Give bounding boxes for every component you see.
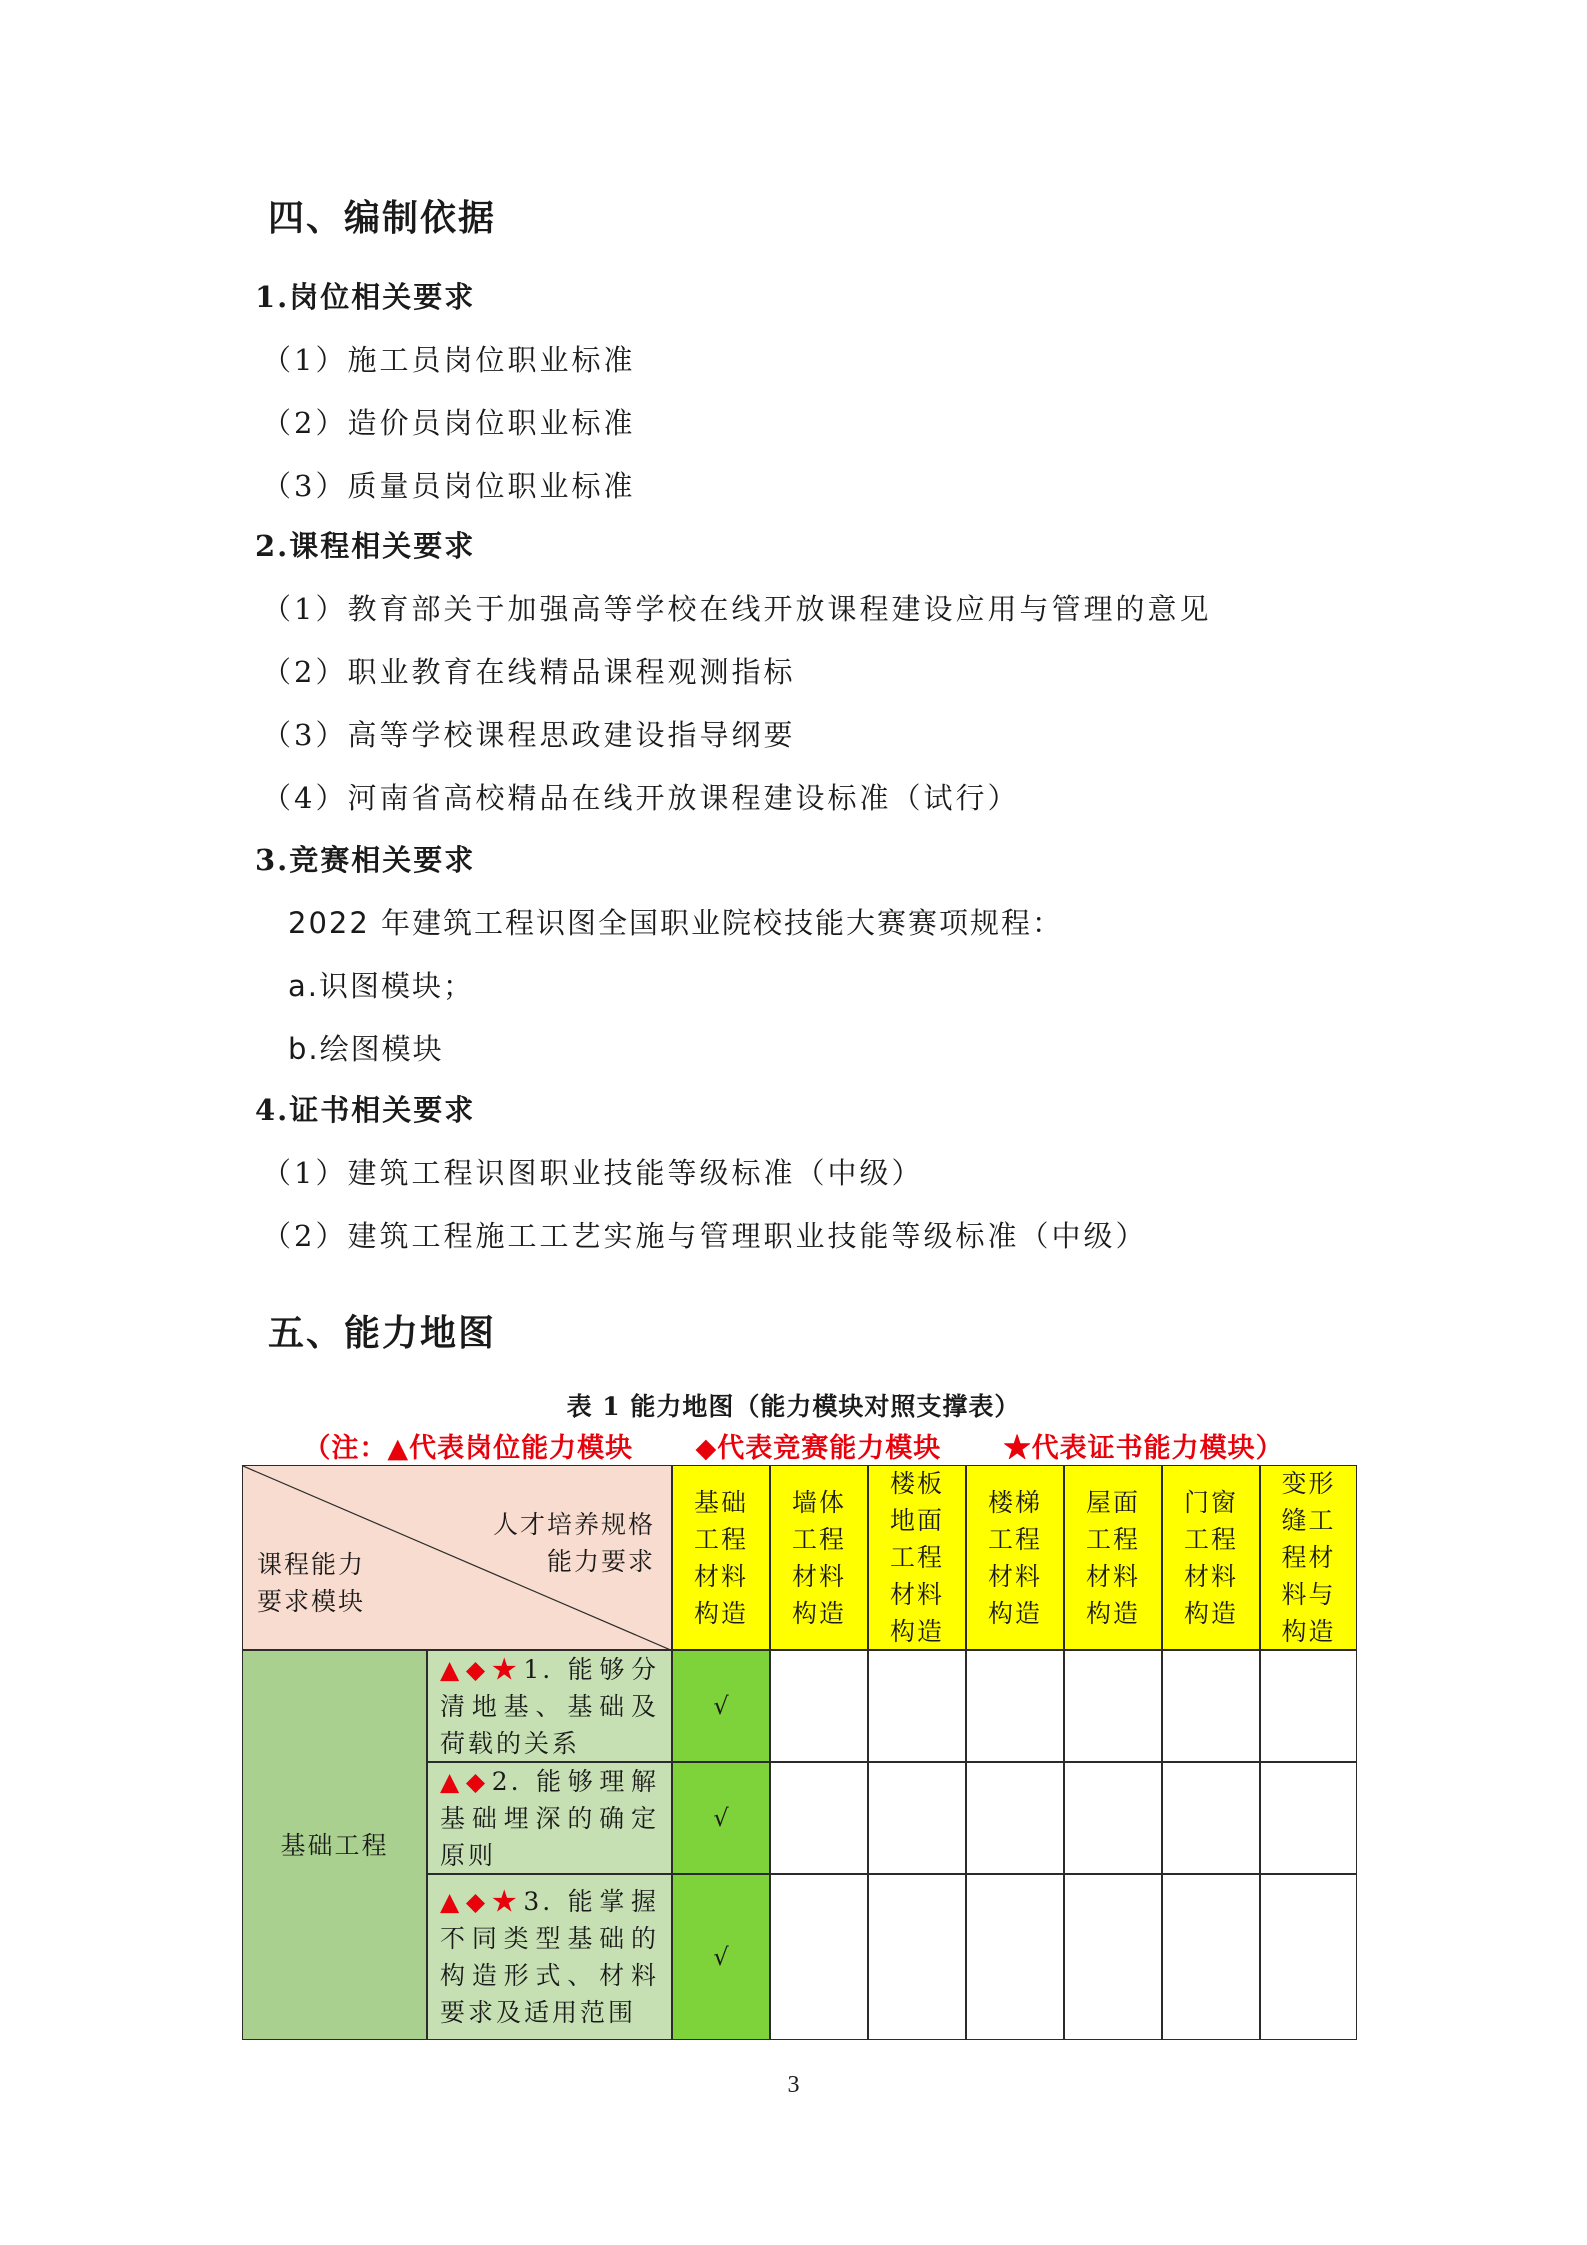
list-item: b.绘图模块 [288, 1032, 444, 1066]
column-header: 门窗 工程 材料 构造 [1162, 1465, 1260, 1650]
corner-bottom-label [257, 1546, 365, 1620]
list-item: （4）河南省高校精品在线开放课程建设标准（试行） [262, 781, 1020, 815]
empty-cell [1260, 1874, 1357, 2040]
empty-cell [868, 1762, 966, 1874]
page-number: 3 [787, 2072, 800, 2098]
list-item: （2）职业教育在线精品课程观测指标 [262, 655, 796, 689]
group-2-heading: 2.课程相关要求 [255, 529, 476, 563]
list-item: （3）质量员岗位职业标准 [262, 469, 636, 503]
list-item: （1）施工员岗位职业标准 [262, 343, 636, 377]
group-4-heading: 4.证书相关要求 [255, 1093, 476, 1127]
empty-cell [770, 1874, 868, 2040]
table-caption: 表 1 能力地图（能力模块对照支撑表） [566, 1392, 1021, 1421]
list-item: （2）造价员岗位职业标准 [262, 406, 636, 440]
ability-cell [427, 1650, 672, 1762]
empty-cell [1064, 1762, 1162, 1874]
check-mark: √ [713, 1804, 729, 1832]
ability-cell [427, 1762, 672, 1874]
section-4-title: 四、编制依据 [268, 198, 497, 239]
empty-cell [1260, 1762, 1357, 1874]
corner-bottom-line: 要求模块 [257, 1587, 366, 1616]
empty-cell [1162, 1762, 1260, 1874]
module-label: 基础工程 [280, 1830, 389, 1860]
legend-note: （注：▲代表岗位能力模块 ◆代表竞赛能力模块 ★代表证书能力模块） [303, 1433, 1284, 1464]
empty-cell [966, 1874, 1064, 2040]
empty-cell [868, 1874, 966, 2040]
ability-symbols: ▲◆ [440, 1766, 492, 1796]
empty-cell [770, 1650, 868, 1762]
empty-cell [1064, 1874, 1162, 2040]
corner-top-line: 能力要求 [546, 1547, 655, 1576]
ability-symbols: ▲◆★ [440, 1887, 524, 1916]
column-header: 墙体 工程 材料 构造 [770, 1465, 868, 1650]
group-3-heading: 3.竞赛相关要求 [255, 843, 476, 877]
empty-cell [966, 1762, 1064, 1874]
check-cell [672, 1762, 770, 1874]
corner-bottom-line: 课程能力 [257, 1550, 366, 1579]
empty-cell [868, 1650, 966, 1762]
corner-top-line: 人才培养规格 [492, 1510, 655, 1539]
group-1-heading: 1.岗位相关要求 [255, 280, 476, 314]
check-cell [672, 1650, 770, 1762]
ability-symbols: ▲◆★ [440, 1654, 524, 1684]
list-item: （1）教育部关于加强高等学校在线开放课程建设应用与管理的意见 [262, 592, 1212, 626]
ability-text: 2. 能够理解基础埋深的确定原则 [440, 1766, 659, 1870]
ability-cell [427, 1874, 672, 2040]
empty-cell [770, 1762, 868, 1874]
column-header: 楼梯 工程 材料 构造 [966, 1465, 1064, 1650]
list-item: a.识图模块； [288, 969, 474, 1003]
table-corner-cell [242, 1465, 672, 1650]
column-header: 屋面 工程 材料 构造 [1064, 1465, 1162, 1650]
empty-cell [966, 1650, 1064, 1762]
section-5-title: 五、能力地图 [268, 1313, 497, 1354]
empty-cell [1064, 1650, 1162, 1762]
list-item: 2022 年建筑工程识图全国职业院校技能大赛赛项规程： [288, 906, 1064, 940]
ability-text: 1. 能够分清地基、基础及荷载的关系 [440, 1654, 659, 1758]
check-mark: √ [713, 1943, 729, 1971]
column-header: 楼板 地面 工程 材料 构造 [868, 1465, 966, 1650]
ability-text: 3. 能掌握不同类型基础的构造形式、材料要求及适用范围 [440, 1887, 659, 2027]
empty-cell [1162, 1874, 1260, 2040]
empty-cell [1162, 1650, 1260, 1762]
empty-cell [1260, 1650, 1357, 1762]
list-item: （1）建筑工程识图职业技能等级标准（中级） [262, 1156, 924, 1190]
column-header: 基础 工程 材料 构造 [672, 1465, 770, 1650]
list-item: （3）高等学校课程思政建设指导纲要 [262, 718, 796, 752]
column-header: 变形 缝工 程材 料与 构造 [1260, 1465, 1357, 1650]
check-cell [672, 1874, 770, 2040]
check-mark: √ [713, 1692, 729, 1720]
list-item: （2）建筑工程施工工艺实施与管理职业技能等级标准（中级） [262, 1219, 1148, 1253]
corner-top-label [493, 1506, 655, 1580]
ability-map-table [242, 1465, 1357, 2040]
module-cell [242, 1650, 427, 2040]
